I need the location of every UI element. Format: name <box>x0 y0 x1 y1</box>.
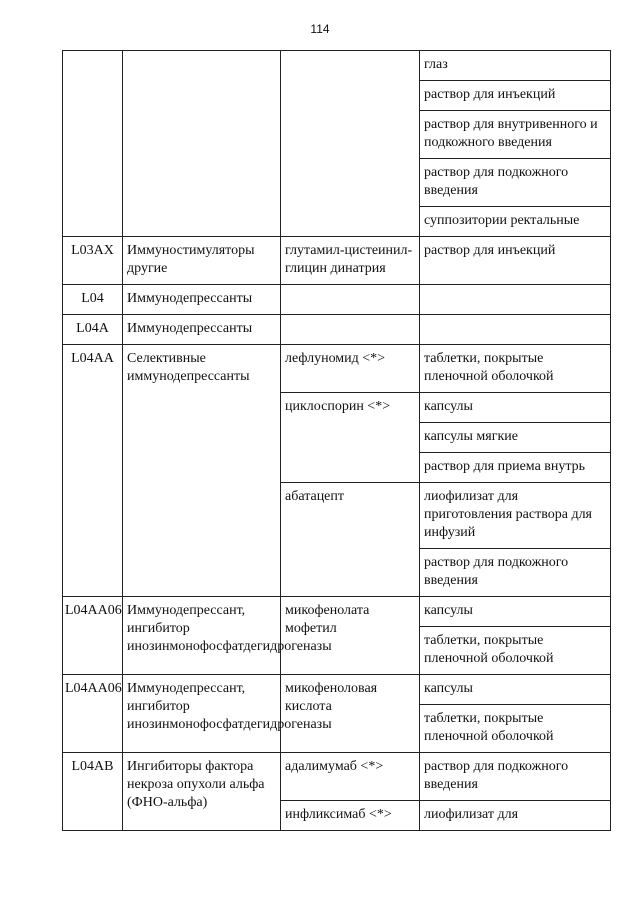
dosage-form-cell: суппозитории ректальные <box>420 207 611 237</box>
drug-cell: циклоспорин <*> <box>281 393 420 483</box>
group-cell: Иммунодепрессанты <box>123 285 281 315</box>
atc-code-cell: L04AA06 <box>63 597 123 675</box>
table-row <box>63 753 611 801</box>
group-cell: Иммунодепрессант, ингибитор инозинмонофосфатдегидрогеназы <box>123 675 281 753</box>
dosage-form-cell: капсулы <box>420 675 611 705</box>
table-row <box>63 51 611 81</box>
dosage-form-cell: капсулы <box>420 597 611 627</box>
atc-code-cell: L04AA06 <box>63 675 123 753</box>
drug-cell: абатацепт <box>281 483 420 597</box>
group-cell <box>123 51 281 237</box>
dosage-form-cell: таблетки, покрытые пленочной оболочкой <box>420 705 611 753</box>
dosage-form-cell: раствор для приема внутрь <box>420 453 611 483</box>
table-row <box>63 675 611 705</box>
group-cell: Иммунодепрессант, ингибитор инозинмонофосфатдегидрогеназы <box>123 597 281 675</box>
atc-code-cell: L04AA <box>63 345 123 597</box>
group-cell: Иммунодепрессанты <box>123 315 281 345</box>
page-number: 114 <box>310 22 330 36</box>
drug-cell <box>281 315 420 345</box>
atc-code-cell: L03AX <box>63 237 123 285</box>
drug-table <box>62 50 611 831</box>
atc-code-cell: L04 <box>63 285 123 315</box>
dosage-form-cell <box>420 285 611 315</box>
drug-cell: лефлуномид <*> <box>281 345 420 393</box>
dosage-form-cell: капсулы мягкие <box>420 423 611 453</box>
group-cell: Селективные иммунодепрессанты <box>123 345 281 597</box>
drug-cell <box>281 51 420 237</box>
dosage-form-cell <box>420 315 611 345</box>
drug-cell: инфликсимаб <*> <box>281 801 420 831</box>
table-row <box>63 597 611 627</box>
dosage-form-cell: капсулы <box>420 393 611 423</box>
dosage-form-cell: раствор для инъекций <box>420 81 611 111</box>
dosage-form-cell: лиофилизат для приготовления раствора для инфузий <box>420 483 611 549</box>
dosage-form-cell: раствор для подкожного введения <box>420 159 611 207</box>
dosage-form-cell: глаз <box>420 51 611 81</box>
dosage-form-cell: раствор для подкожного введения <box>420 549 611 597</box>
dosage-form-cell: таблетки, покрытые пленочной оболочкой <box>420 627 611 675</box>
dosage-form-cell: раствор для подкожного введения <box>420 753 611 801</box>
group-cell: Ингибиторы фактора некроза опухоли альфа (ФНО-альфа) <box>123 753 281 831</box>
dosage-form-cell: раствор для инъекций <box>420 237 611 285</box>
drug-cell: микофеноловая кислота <box>281 675 420 753</box>
atc-code-cell: L04A <box>63 315 123 345</box>
drug-cell <box>281 285 420 315</box>
group-cell: Иммуностимуляторы другие <box>123 237 281 285</box>
dosage-form-cell: таблетки, покрытые пленочной оболочкой <box>420 345 611 393</box>
atc-code-cell: L04AB <box>63 753 123 831</box>
drug-cell: микофенолата мофетил <box>281 597 420 675</box>
table-row <box>63 345 611 393</box>
drug-cell: адалимумаб <*> <box>281 753 420 801</box>
table-row <box>63 237 611 285</box>
table-row <box>63 315 611 345</box>
table-row <box>63 285 611 315</box>
dosage-form-cell: лиофилизат для <box>420 801 611 831</box>
dosage-form-cell: раствор для внутривенного и подкожного введения <box>420 111 611 159</box>
atc-code-cell <box>63 51 123 237</box>
drug-cell: глутамил-цистеинил-глицин динатрия <box>281 237 420 285</box>
